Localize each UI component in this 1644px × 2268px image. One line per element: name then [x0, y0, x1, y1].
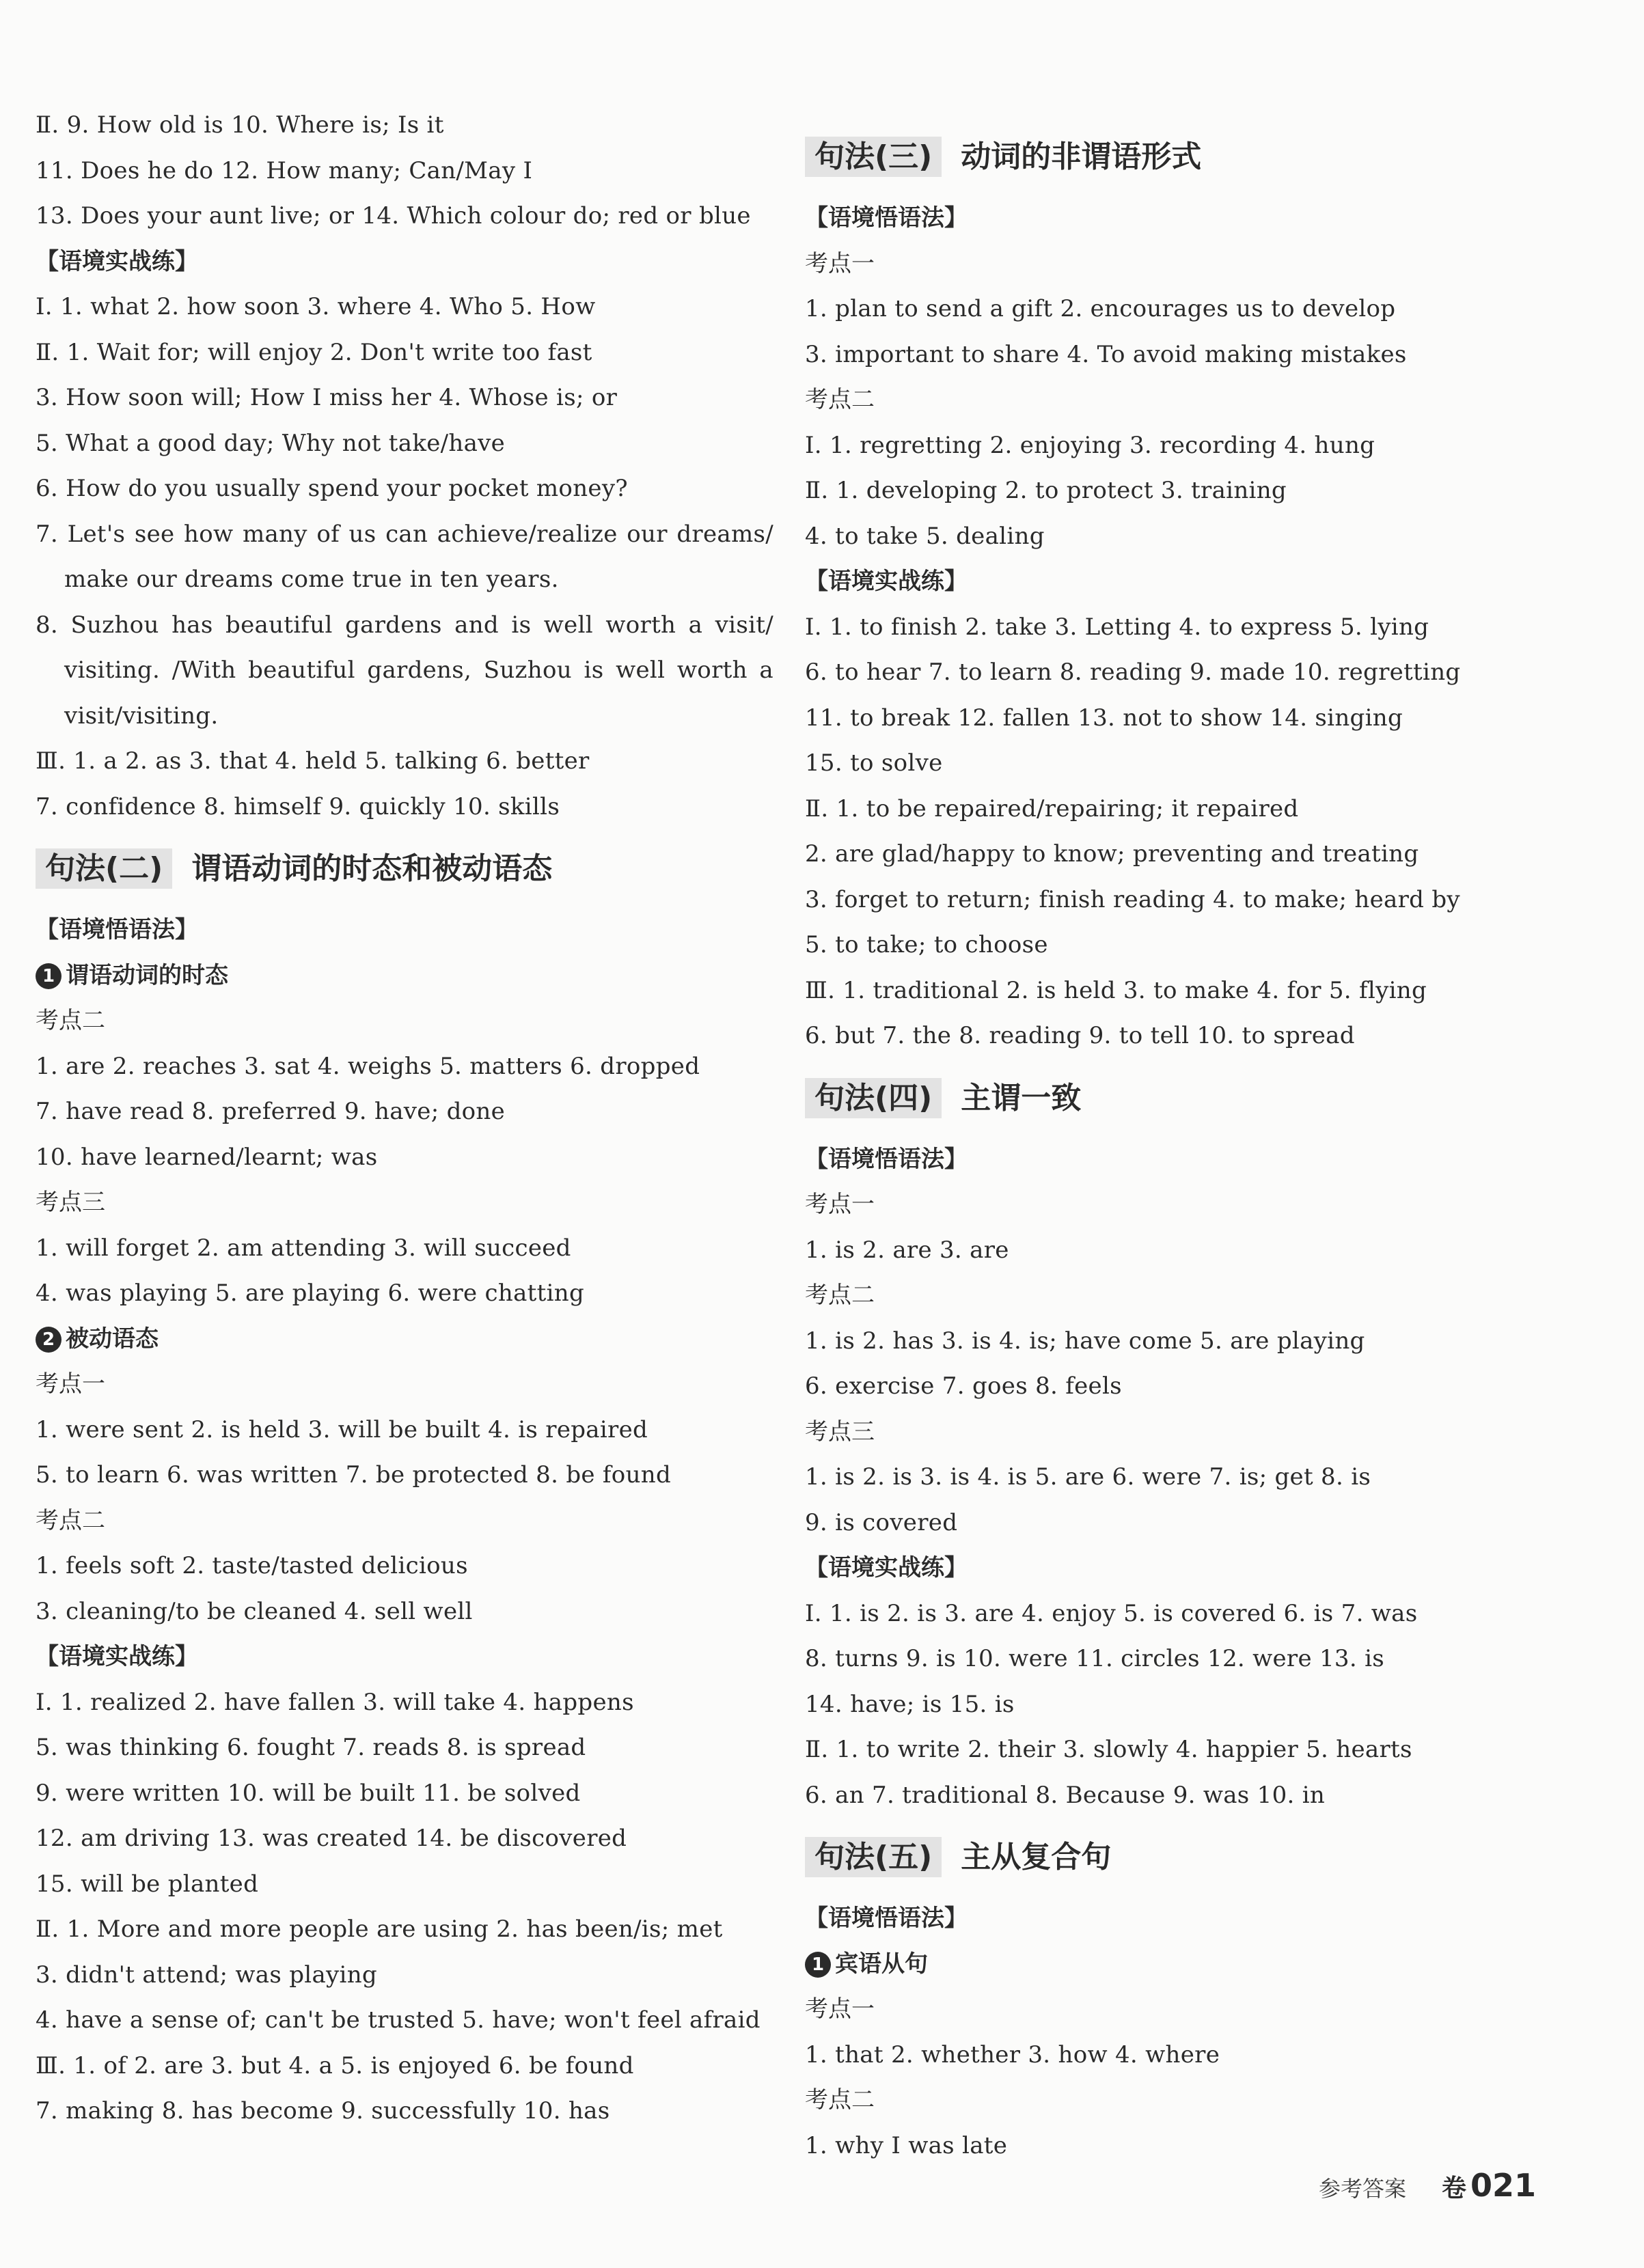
- answer-line: Ⅰ. 1. to finish 2. take 3. Letting 4. to express 5. lying: [805, 613, 1429, 641]
- answer-line: 15. to solve: [805, 749, 943, 777]
- answer-line: 1. are 2. reaches 3. sat 4. weighs 5. matters 6. dropped: [36, 1052, 700, 1080]
- answer-line: 6. but 7. the 8. reading 9. to tell 10. to spread: [805, 1022, 1355, 1049]
- answer-line: 15. will be planted: [36, 1870, 259, 1898]
- answer-line: 8. turns 9. is 10. were 11. circles 12. were 13. is: [805, 1645, 1385, 1672]
- answer-line: 6. to hear 7. to learn 8. reading 9. made 10. regretting: [805, 659, 1461, 686]
- test-point-label: 考点一: [36, 1370, 105, 1398]
- test-point-label: 考点三: [36, 1189, 105, 1216]
- answer-line: 7. have read 8. preferred 9. have; done: [36, 1098, 506, 1125]
- footer-label: 参考答案: [1319, 2176, 1407, 2202]
- practice-heading: 【语境实战练】: [36, 1643, 198, 1670]
- answer-line: 14. have; is 15. is: [805, 1690, 1015, 1718]
- section-title: [36, 836, 773, 902]
- answer-line: 7. Let's see how many of us can achieve/realize our dreams/: [36, 520, 773, 548]
- answer-line: visiting. /With beautiful gardens, Suzhou is well worth a: [64, 656, 773, 684]
- answer-line: 7. confidence 8. himself 9. quickly 10. skills: [36, 792, 560, 820]
- section-name: 主从复合句: [961, 1840, 1112, 1875]
- test-point-label: 考点一: [805, 249, 875, 277]
- section-title: [805, 124, 1543, 190]
- subsection-label: 宾语从句: [835, 1950, 928, 1978]
- page-number: 021: [1470, 2167, 1537, 2204]
- practice-heading: 【语境实战练】: [805, 1554, 968, 1581]
- test-point-label: 考点一: [805, 1995, 875, 2023]
- test-point-label: 考点二: [36, 1506, 105, 1534]
- answer-line: 5. What a good day; Why not take/have: [36, 429, 506, 457]
- section-tag: 句法(五): [805, 1837, 942, 1877]
- answer-line: 10. have learned/learnt; was: [36, 1143, 378, 1171]
- page-footer: [1319, 2167, 1536, 2204]
- answer-line: 11. Does he do 12. How many; Can/May I: [36, 156, 533, 184]
- answer-line: 5. to learn 6. was written 7. be protected 8. be found: [36, 1461, 672, 1489]
- test-point-label: 考点一: [805, 1191, 875, 1218]
- grammar-heading: 【语境悟语法】: [805, 1905, 968, 1932]
- answer-line: Ⅰ. 1. what 2. how soon 3. where 4. Who 5. How: [36, 293, 596, 320]
- answer-line: 1. why I was late: [805, 2131, 1008, 2159]
- answer-line: 4. was playing 5. are playing 6. were chatting: [36, 1280, 585, 1307]
- right-column: [805, 124, 1543, 2168]
- answer-line: Ⅱ. 9. How old is 10. Where is; Is it: [36, 111, 444, 139]
- subsection-heading: [36, 953, 773, 999]
- test-point-label: 考点二: [805, 1282, 875, 1309]
- answer-line: 1. is 2. has 3. is 4. is; have come 5. are playing: [805, 1327, 1365, 1355]
- test-point-label: 考点三: [805, 1418, 875, 1446]
- subsection-heading: [36, 1316, 773, 1362]
- answer-line: 3. cleaning/to be cleaned 4. sell well: [36, 1597, 473, 1625]
- answer-line: 5. to take; to choose: [805, 931, 1048, 958]
- circled-number: 1: [805, 1952, 831, 1978]
- answer-line: 1. were sent 2. is held 3. will be built 4. is repaired: [36, 1415, 648, 1443]
- answer-line: 1. plan to send a gift 2. encourages us to develop: [805, 295, 1396, 322]
- answer-line: 3. important to share 4. To avoid making mistakes: [805, 340, 1407, 368]
- answer-line: 5. was thinking 6. fought 7. reads 8. is spread: [36, 1734, 586, 1761]
- section-name: 主谓一致: [961, 1080, 1082, 1116]
- section-tag: 句法(二): [36, 848, 172, 889]
- answer-line: 8. Suzhou has beautiful gardens and is well worth a visit/: [36, 611, 773, 639]
- answer-line: 1. is 2. are 3. are: [805, 1236, 1009, 1264]
- test-point-label: 考点二: [805, 386, 875, 413]
- answer-line: 6. How do you usually spend your pocket money?: [36, 475, 628, 502]
- grammar-heading: 【语境悟语法】: [805, 204, 968, 232]
- section-name: 谓语动词的时态和被动语态: [191, 851, 553, 886]
- answer-line: Ⅰ. 1. is 2. is 3. are 4. enjoy 5. is covered 6. is 7. was: [805, 1599, 1418, 1627]
- answer-line: Ⅱ. 1. to be repaired/repairing; it repaired: [805, 794, 1299, 822]
- answer-line: 3. How soon will; How I miss her 4. Whose is; or: [36, 384, 618, 411]
- circled-number: 1: [36, 963, 61, 989]
- answer-line: 1. will forget 2. am attending 3. will succeed: [36, 1234, 571, 1262]
- answer-line: Ⅱ. 1. More and more people are using 2. has been/is; met: [36, 1916, 723, 1943]
- answer-line: Ⅲ. 1. of 2. are 3. but 4. a 5. is enjoyed 6. be found: [36, 2051, 634, 2079]
- answer-line: Ⅱ. 1. Wait for; will enjoy 2. Don't write too fast: [36, 338, 592, 366]
- answer-line: Ⅰ. 1. regretting 2. enjoying 3. recording 4. hung: [805, 431, 1375, 459]
- section-title: [805, 1066, 1543, 1131]
- test-point-label: 考点二: [805, 2086, 875, 2114]
- answer-line: 1. is 2. is 3. is 4. is 5. are 6. were 7. is; get 8. is: [805, 1463, 1371, 1491]
- answer-line: 1. that 2. whether 3. how 4. where: [805, 2041, 1220, 2069]
- subsection-label: 谓语动词的时态: [66, 961, 228, 989]
- practice-heading: 【语境实战练】: [805, 568, 968, 595]
- answer-line: 3. forget to return; finish reading 4. to make; heard by: [805, 885, 1460, 913]
- section-tag: 句法(三): [805, 137, 942, 177]
- grammar-heading: 【语境悟语法】: [805, 1145, 968, 1173]
- left-column: [36, 102, 773, 2134]
- answer-line: Ⅰ. 1. realized 2. have fallen 3. will take 4. happens: [36, 1688, 634, 1716]
- test-point-label: 考点二: [36, 1007, 105, 1034]
- section-title: [805, 1825, 1543, 1890]
- answer-line: 13. Does your aunt live; or 14. Which colour do; red or blue: [36, 202, 751, 230]
- answer-line: 12. am driving 13. was created 14. be discovered: [36, 1825, 627, 1852]
- answer-line: 4. to take 5. dealing: [805, 522, 1045, 550]
- practice-heading: 【语境实战练】: [36, 247, 198, 275]
- answer-line: Ⅱ. 1. to write 2. their 3. slowly 4. happier 5. hearts: [805, 1736, 1412, 1763]
- answer-line: 4. have a sense of; can't be trusted 5. have; won't feel afraid: [36, 2006, 761, 2034]
- answer-line: Ⅲ. 1. a 2. as 3. that 4. held 5. talking 6. better: [36, 747, 590, 775]
- answer-line: 1. feels soft 2. taste/tasted delicious: [36, 1552, 468, 1579]
- subsection-label: 被动语态: [66, 1325, 159, 1353]
- subsection-heading: [805, 1941, 1543, 1987]
- answer-line: make our dreams come true in ten years.: [64, 566, 559, 593]
- answer-line: 11. to break 12. fallen 13. not to show 14. singing: [805, 704, 1403, 732]
- answer-line: 7. making 8. has become 9. successfully 10. has: [36, 2097, 610, 2125]
- answer-line: 6. an 7. traditional 8. Because 9. was 10. in: [805, 1781, 1326, 1809]
- answer-line: Ⅲ. 1. traditional 2. is held 3. to make 4. for 5. flying: [805, 976, 1427, 1004]
- answer-line: visit/visiting.: [64, 702, 219, 730]
- answer-line: 3. didn't attend; was playing: [36, 1961, 377, 1989]
- answer-line: 2. are glad/happy to know; preventing and treating: [805, 840, 1419, 868]
- answer-line: Ⅱ. 1. developing 2. to protect 3. training: [805, 477, 1287, 504]
- circled-number: 2: [36, 1327, 61, 1353]
- grammar-heading: 【语境悟语法】: [36, 916, 198, 943]
- answer-line: 9. is covered: [805, 1508, 958, 1536]
- section-name: 动词的非谓语形式: [961, 139, 1202, 174]
- answer-line: 6. exercise 7. goes 8. feels: [805, 1372, 1122, 1400]
- answer-line: 9. were written 10. will be built 11. be solved: [36, 1779, 581, 1807]
- volume-label: 卷: [1442, 2174, 1467, 2202]
- section-tag: 句法(四): [805, 1078, 942, 1118]
